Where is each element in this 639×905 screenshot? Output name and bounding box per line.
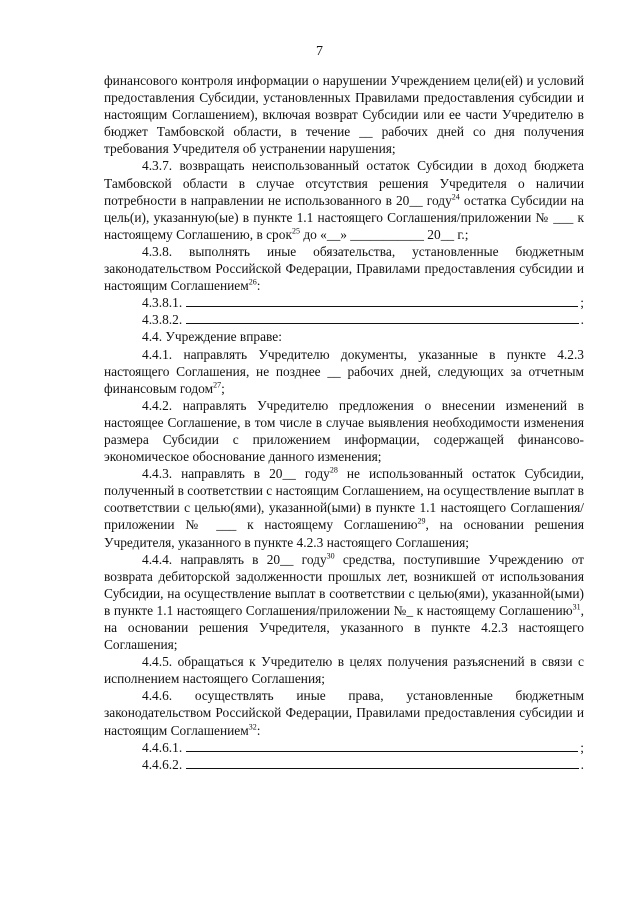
footnote-ref: 29 [417,516,426,526]
page-number: 7 [316,44,323,59]
paragraph-4-3-8 [104,243,584,294]
paragraph-4-4-5: 4.4.5. обращаться к Учредителю в целях получения разъяснений в связи с исполнением настоящего Соглашения; [104,654,584,687]
paragraph-4-4-2: 4.4.2. направлять Учредителю предложения о внесении изменений в настоящее Соглашение, в том числе в случае выявления необходимости изменения размера Субсидии с приложением информации, содержащей финансово-экономическое обоснование данного изменения; [104,397,584,465]
line-end: ; [580,739,584,755]
text-run: 4.3.7. возвращать неиспользованный остаток Субсидии в доход бюджета Тамбовской области в случае отсутствия решения Учредителя о наличии потребности в направлении не использованного в 20__ году [104,158,584,208]
footnote-ref: 28 [329,465,338,475]
paragraph-4-4-1 [104,346,584,397]
document-body [104,72,584,773]
footnote-ref: 32 [248,722,257,732]
blank-line-4-3-8-2 [104,311,584,328]
paragraph-4-4: 4.4. Учреждение вправе: [142,329,282,345]
blank-line-4-3-8-1 [104,294,584,311]
text-run: 4.4.6. осуществлять иные права, установленные бюджетным законодательством Российской Федерации, Правилами предоставления субсидии и настоящим Соглашением [104,688,584,738]
paragraph-4-4-4 [104,551,584,654]
text-run: 4.4.4. направлять в 20__ году [142,551,327,567]
text-run: средства, поступившие Учреждению от возврата дебиторской задолженности прошлых лет, возникшей от использования Субсидии, на осуществление выплат в соответствии с целью(ями), указанной(ыми) в пункте 1.1 настоящего Соглашения/приложении №_ к настоящему Соглашению [104,551,584,618]
line-end: . [580,312,584,328]
fill-in-line [186,294,578,307]
paragraph-continuation: финансового контроля информации о нарушении Учреждением цели(ей) и условий предоставления Субсидии, установленных Правилами предоставления субсидии и настоящим Соглашением), включая возврат Субсидии или ее части Учредителю в бюджет Тамбовской области, в течение __ рабочих дней со дня получения требования Учредителя об устранении нарушения; [104,73,584,157]
item-number: 4.4.6.1. [142,739,183,755]
text-run: 4.4.1. направлять Учредителю документы, указанные в пункте 4.2.3 настоящего Соглашения, не позднее __ рабочих дней, следующих за отчетным финансовым годом [104,346,584,396]
text-run: , на основании решения Учредителя, указанного в пункте 4.2.3 настоящего Соглашения; [104,602,584,653]
item-number: 4.4.6.2. [142,756,183,772]
paragraph-4-4-6 [104,687,584,738]
fill-in-line [186,739,578,752]
footnote-ref: 30 [326,551,335,561]
item-number: 4.3.8.1. [142,295,183,311]
text-run: ; [221,380,225,396]
item-number: 4.3.8.2. [142,312,183,328]
text-run: : [256,278,261,294]
text-run: до «__» ___________ 20__ г.; [299,226,469,242]
footnote-ref: 26 [248,277,257,287]
footnote-ref: 27 [213,380,222,390]
blank-line-4-4-6-1 [104,739,584,756]
text-run: : [256,722,261,738]
paragraph-4-4-3 [104,465,584,550]
text-run: остатка Субсидии на цель(и), указанную(ые) в пункте 1.1 настоящего Соглашения/приложении № ___ к настоящему Соглашению, в срок [104,192,584,242]
text-run: не использованный остаток Субсидии, полученный в соответствии с настоящим Соглашением, на осуществление выплат в соответствии с целью(ями), указанной(ыми) в пункте 1.1 настоящего Соглашения/приложении № ___ к настоящему Соглашению [104,466,584,533]
text-run: 4.3.8. выполнять иные обязательства, установленные бюджетным законодательством Российской Федерации, Правилами предоставления субсидии и настоящим Соглашением [104,243,584,294]
text-run: 4.4.3. направлять в 20__ году [142,466,330,482]
fill-in-line [186,756,578,769]
line-end: . [580,756,584,772]
footnote-ref: 24 [451,192,460,202]
text-run: , на основании решения Учредителя, указанного в пункте 4.2.3 настоящего Соглашения; [104,517,584,550]
footnote-ref: 31 [572,602,581,612]
fill-in-line [186,311,578,324]
footnote-ref: 25 [291,226,300,236]
paragraph-4-3-7 [104,157,584,242]
line-end: ; [580,295,584,311]
blank-line-4-4-6-2 [104,756,584,773]
